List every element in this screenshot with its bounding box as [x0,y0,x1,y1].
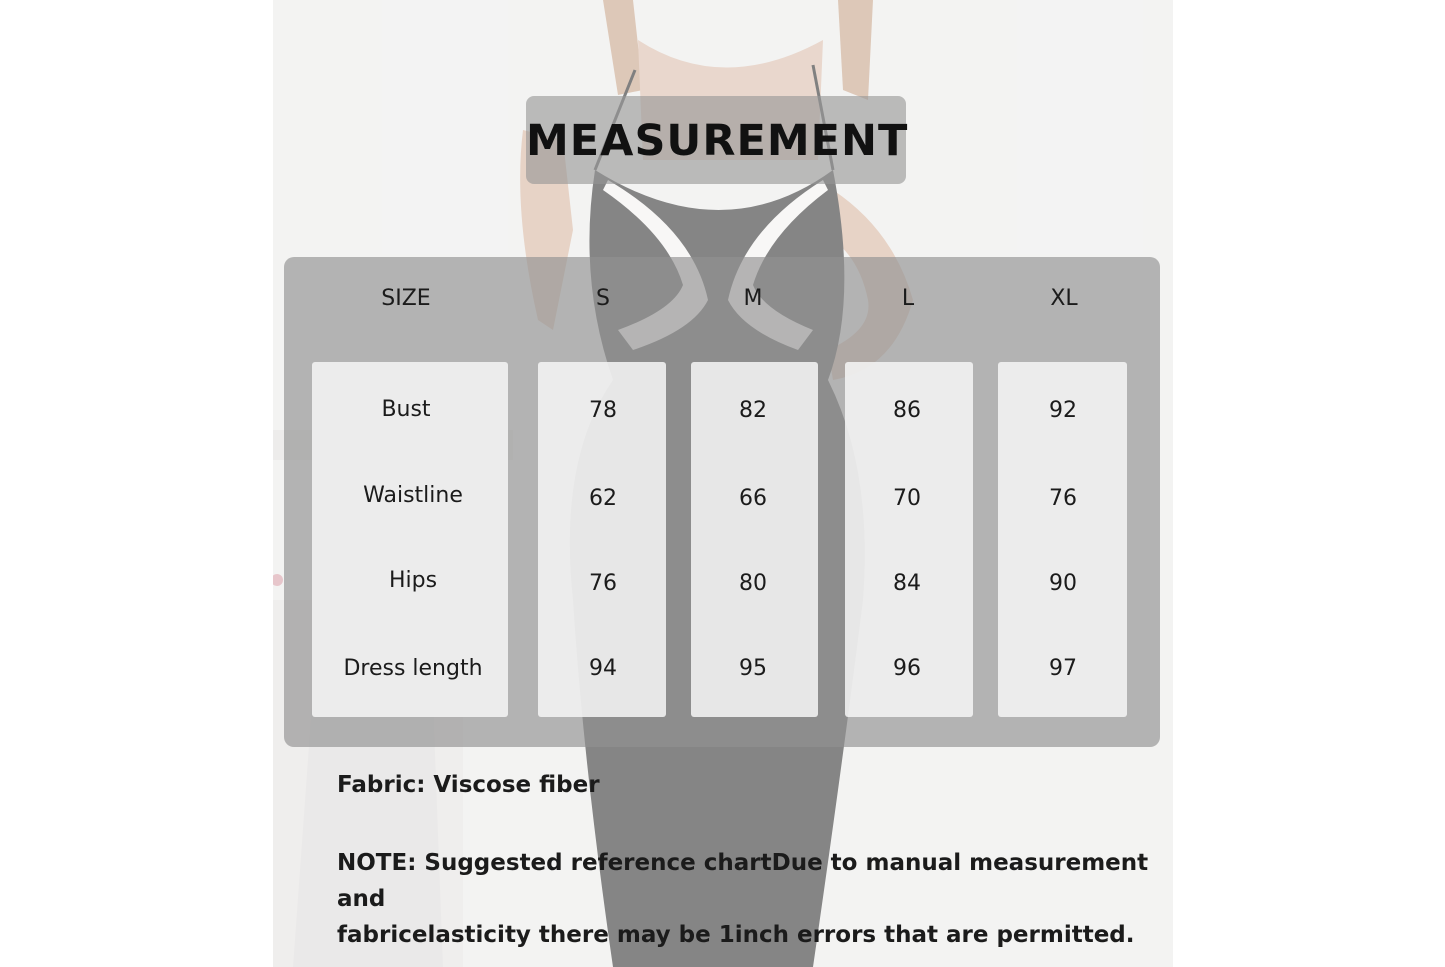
size-m-column [691,362,818,717]
cell-hips-m: 80 [739,571,767,596]
cell-hips-s: 76 [589,571,617,596]
size-xl-column [998,362,1127,717]
size-m-header: M [743,286,763,311]
label-column [312,362,508,717]
note-line-1: NOTE: Suggested reference chartDue to manual measurement and [337,850,1149,912]
row-label-bust: Bust [381,397,431,422]
size-l-column [845,362,973,717]
row-label-dress-length: Dress length [343,656,483,681]
size-s-header: S [596,286,610,311]
sizing-note [337,845,1157,953]
row-label-waistline: Waistline [363,483,463,508]
cell-dress-length-s: 94 [589,656,617,681]
row-label-hips: Hips [388,568,438,593]
cell-waistline-m: 66 [739,486,767,511]
cell-hips-l: 84 [893,571,921,596]
size-xl-header: XL [1050,286,1078,311]
cell-dress-length-l: 96 [893,656,921,681]
cell-waistline-l: 70 [893,486,921,511]
measurement-title: MEASUREMENT [526,116,909,166]
cell-hips-xl: 90 [1049,571,1077,596]
note-line-2: fabricelasticity there may be 1inch errors that are permitted. [337,922,1135,948]
cell-dress-length-xl: 97 [1049,656,1077,681]
cell-waistline-xl: 76 [1049,486,1077,511]
size-chart-table [284,257,1160,747]
size-l-header: L [901,286,915,311]
cell-dress-length-m: 95 [739,656,767,681]
size-header: SIZE [381,286,431,311]
cell-waistline-s: 62 [589,486,617,511]
cell-bust-m: 82 [739,398,767,423]
cell-bust-l: 86 [893,398,921,423]
product-image-panel [273,0,1173,967]
fabric-info: Fabric: Viscose fiber [337,772,600,798]
cell-bust-s: 78 [589,398,617,423]
size-s-column [538,362,666,717]
cell-bust-xl: 92 [1049,398,1077,423]
